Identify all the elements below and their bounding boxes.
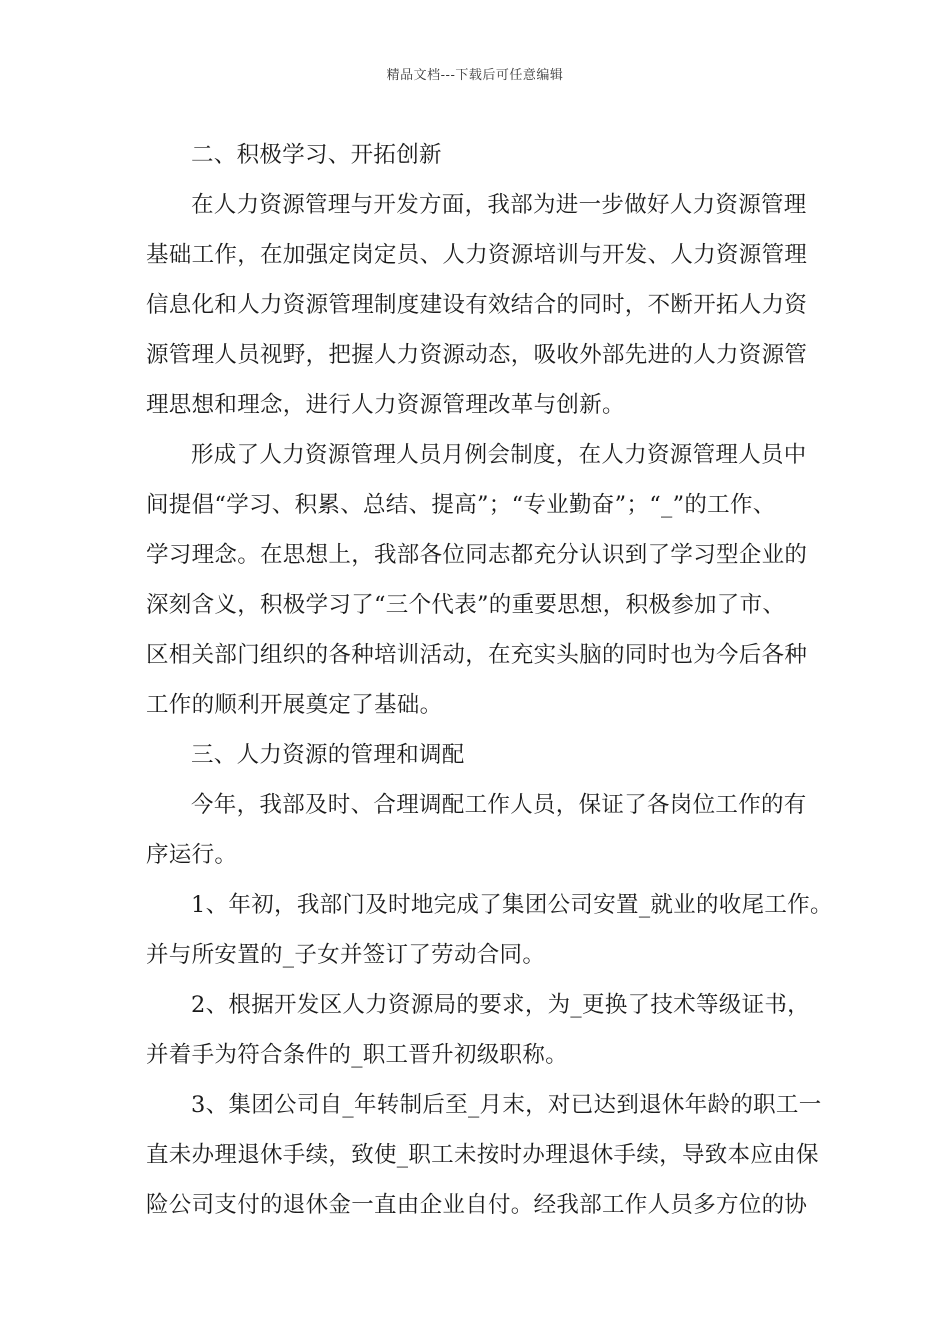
- text-line: 并着手为符合条件的_职工晋升初级职称。: [146, 1042, 568, 1068]
- page-header: 精品文档---下载后可任意编辑: [386, 68, 564, 83]
- text-line: 2、根据开发区人力资源局的要求，为_更换了技术等级证书，: [191, 992, 810, 1018]
- text-line: 直未办理退休手续，致使_职工未按时办理退休手续，导致本应由保: [146, 1142, 819, 1168]
- text-line: 间提倡“学习、积累、总结、提高”；“专业勤奋”；“_”的工作、: [146, 492, 776, 518]
- text-line: 理思想和理念，进行人力资源管理改革与创新。: [146, 392, 625, 418]
- text-line: 区相关部门组织的各种培训活动，在充实头脑的同时也为今后各种: [146, 642, 808, 668]
- text-line: 险公司支付的退休金一直由企业自付。经我部工作人员多方位的协: [146, 1192, 808, 1218]
- text-line: 形成了人力资源管理人员月例会制度，在人力资源管理人员中: [191, 442, 807, 468]
- text-line: 源管理人员视野，把握人力资源动态，吸收外部先进的人力资源管: [146, 342, 808, 368]
- text-line: 二、积极学习、开拓创新: [191, 142, 442, 168]
- document-body: [146, 130, 833, 1230]
- text-line: 在人力资源管理与开发方面，我部为进一步做好人力资源管理: [191, 192, 807, 218]
- text-line: 工作的顺利开展奠定了基础。: [146, 692, 443, 718]
- text-line: 信息化和人力资源管理制度建设有效结合的同时，不断开拓人力资: [146, 292, 808, 318]
- text-line: 学习理念。在思想上，我部各位同志都充分认识到了学习型企业的: [146, 542, 808, 568]
- text-line: 三、人力资源的管理和调配: [191, 742, 465, 768]
- text-line: 3、集团公司自_年转制后至_月末，对已达到退休年龄的职工一: [191, 1092, 822, 1118]
- text-line: 并与所安置的_子女并签订了劳动合同。: [146, 942, 546, 968]
- text-line: 1、年初，我部门及时地完成了集团公司安置_就业的收尾工作。: [191, 892, 833, 918]
- text-line: 基础工作，在加强定岗定员、人力资源培训与开发、人力资源管理: [146, 242, 808, 268]
- text-line: 今年，我部及时、合理调配工作人员，保证了各岗位工作的有: [191, 792, 807, 818]
- text-line: 深刻含义，积极学习了“三个代表”的重要思想，积极参加了市、: [146, 592, 786, 618]
- text-line: 序运行。: [146, 842, 238, 868]
